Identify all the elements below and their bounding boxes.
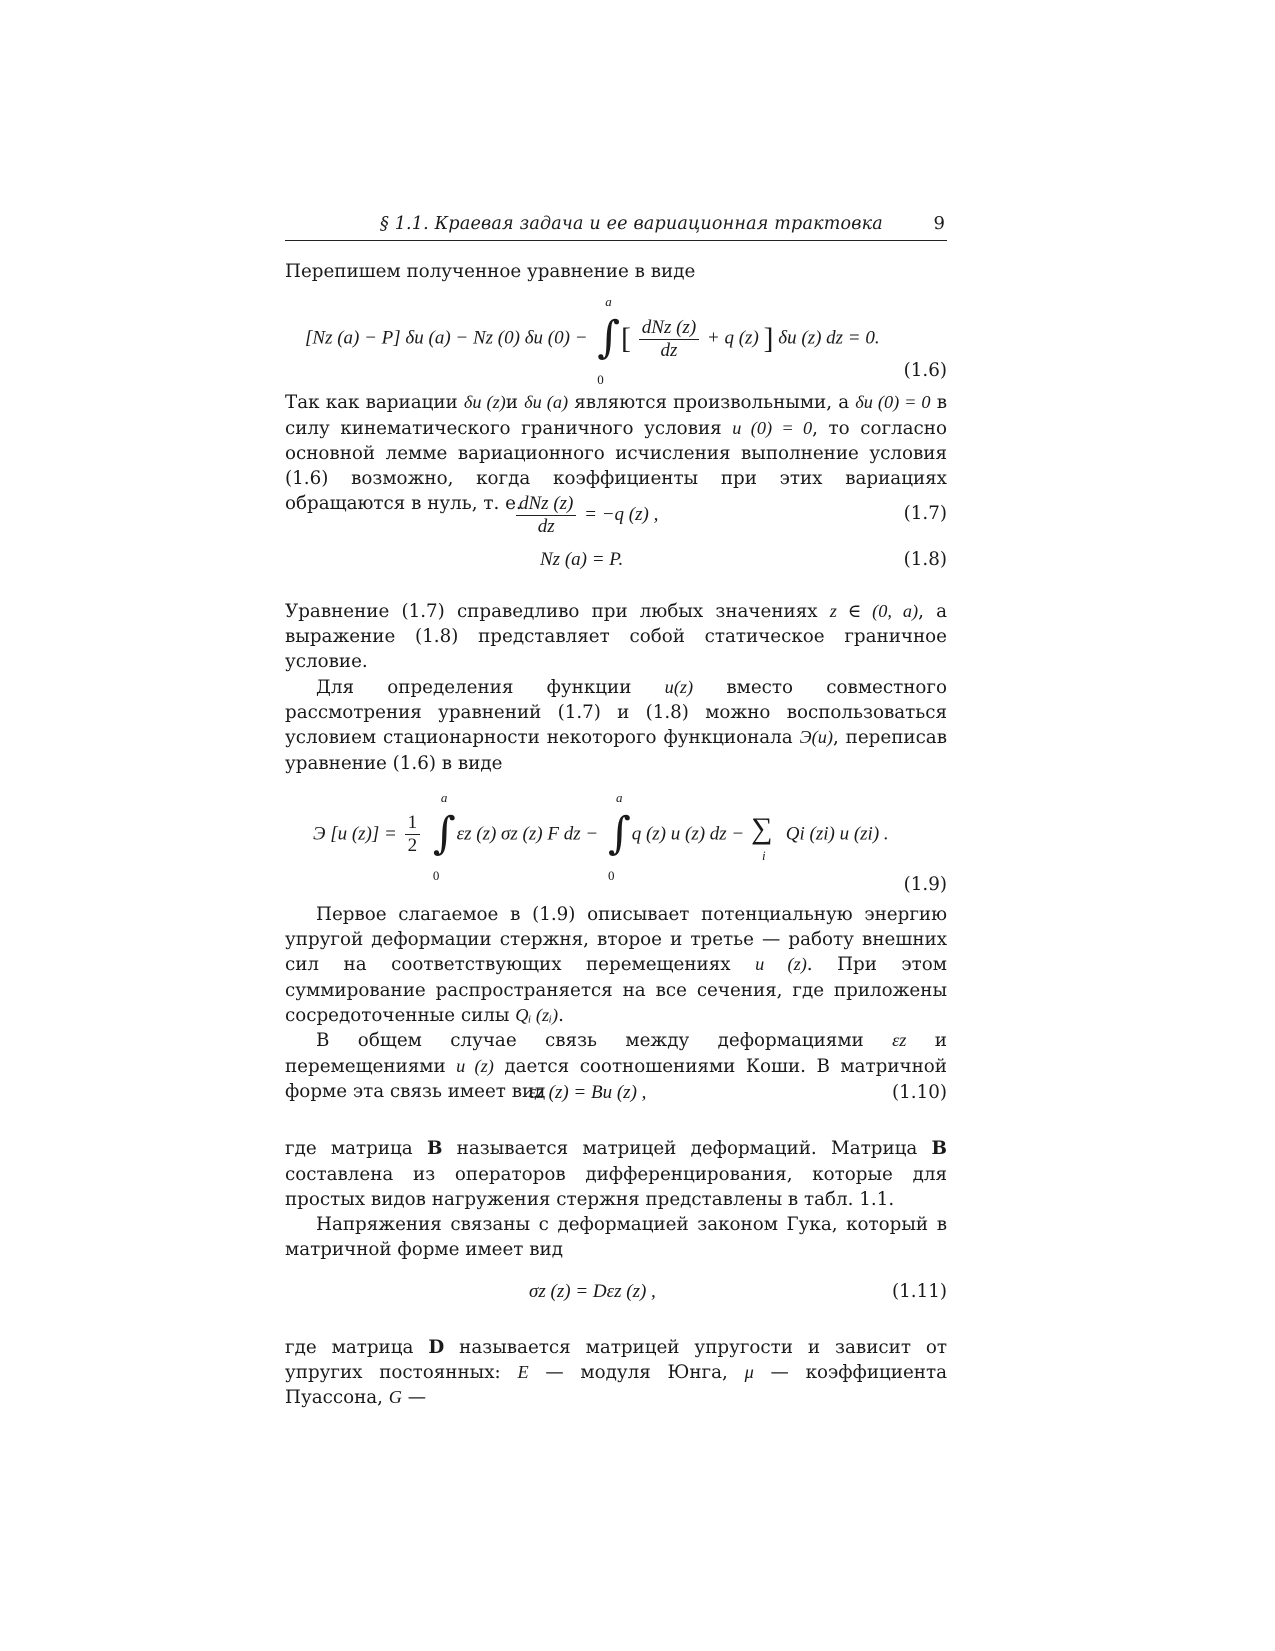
paragraph-7: где матрица B называется матрицей деформаций. Матрица B составлена из операторов дифференцирования, которые для простых видов нагружения стержня представлены в табл. 1.1. [285,1138,947,1210]
equation-number-1-7: (1.7) [903,502,947,524]
equation-1-6: [Nz (a) − P] δu (a) − Nz (0) δu (0) − ∫ a 0 [ $\frac{\text{dNz (z)}}{dz}$ + q (z) ] δu (z) dz = 0. (1.6) [305,294,947,388]
equation-1-11 [285,1281,947,1325]
section-title: § 1.1. Краевая задача и ее вариационная трактовка [380,214,883,234]
eq17-right: = −q (z) , [584,503,659,525]
equation-1-7 [285,493,947,539]
eq16-right: δu (z) dz = 0. [778,327,880,349]
paragraph-8: Напряжения связаны с деформацией законом Гука, который в матричной форме имеет вид [285,1214,947,1261]
eq19-term3: Qi (zi) u (zi) . [785,823,889,845]
sum-sign: ∑ i [751,811,773,863]
integral-sign-1: ∫ a 0 [432,789,456,883]
equation-1-8 [285,545,947,585]
paragraph-6: В общем случае связь между деформациями εz и перемещениями u (z) дается соотношениями Коши. В матричной форме эта связь имеет вид [285,1030,947,1102]
paragraph-9: где матрица D называется матрицей упругости и зависит от упругих постоянных: E — модуля Юнга, μ — коэффициента Пуассона, G — [285,1336,947,1409]
eq19-term1: εz (z) σz (z) F dz − [456,823,599,845]
paragraph-1: Перепишем полученное уравнение в виде [285,261,696,282]
eq17-fraction: $\frac{\text{dNz (z)}}{dz}$ [516,493,576,538]
page-number: 9 [933,213,945,234]
integral-sign-2: ∫ a 0 [607,789,631,883]
equation-number-1-8: (1.8) [903,548,947,570]
eq19-left: Э [u (z)] = [313,823,397,845]
equation-number-1-6: (1.6) [903,360,947,382]
eq19-term2: q (z) u (z) dz − [631,823,745,845]
eq16-left: [Nz (a) − P] δu (a) − Nz (0) δu (0) − [305,327,588,349]
eq16-mid: + q (z) [706,327,759,349]
paragraph-3: Уравнение (1.7) справедливо при любых значениях z ∈ (0, a), а выражение (1.8) представляет собой статическое граничное условие. [285,600,947,673]
running-header [285,210,947,241]
eq18-expr: Nz (a) = P. [540,548,624,570]
paragraph-5: Первое слагаемое в (1.9) описывает потенциальную энергию упругой деформации стержня, второе и третье — работу внешних сил на соответствующих перемещениях u (z). При этом суммирование распространяется на все сечения, где приложены сосредоточенные силы Qᵢ (zᵢ). [285,903,947,1027]
equation-number-1-11: (1.11) [892,1280,947,1302]
integral-sign: ∫ a 0 [597,294,621,388]
paragraph-4: Для определения функции u(z) вместо совместного рассмотрения уравнений (1.7) и (1.8) можно воспользоваться условием стационарности некоторого функционала Э(u), переписав уравнение (1.6) в виде [285,676,948,774]
document-page [285,210,947,1411]
eq19-half: $\frac{1}{2}$ [405,812,421,857]
equation-1-9 [285,784,947,902]
paragraph-2: Так как вариации δu (z)и δu (a) являются произвольными, а δu (0) = 0 в силу кинематического граничного условия u (0) = 0, то согласно основной лемме вариационного исчисления выполнение условия (1.6) возможно, когда коэффициенты при этих вариациях обращаются в нуль, т. е. [285,392,948,515]
eq16-fraction: $\frac{\text{dNz (z)}}{dz}$ [639,317,699,362]
equation-1-10 [285,1082,947,1122]
eq111-expr: σz (z) = Dεz (z) , [529,1280,656,1302]
equation-number-1-10: (1.10) [892,1082,947,1104]
eq110-expr: εz (z) = Bu (z) , [529,1082,647,1104]
equation-number-1-9: (1.9) [903,873,947,895]
